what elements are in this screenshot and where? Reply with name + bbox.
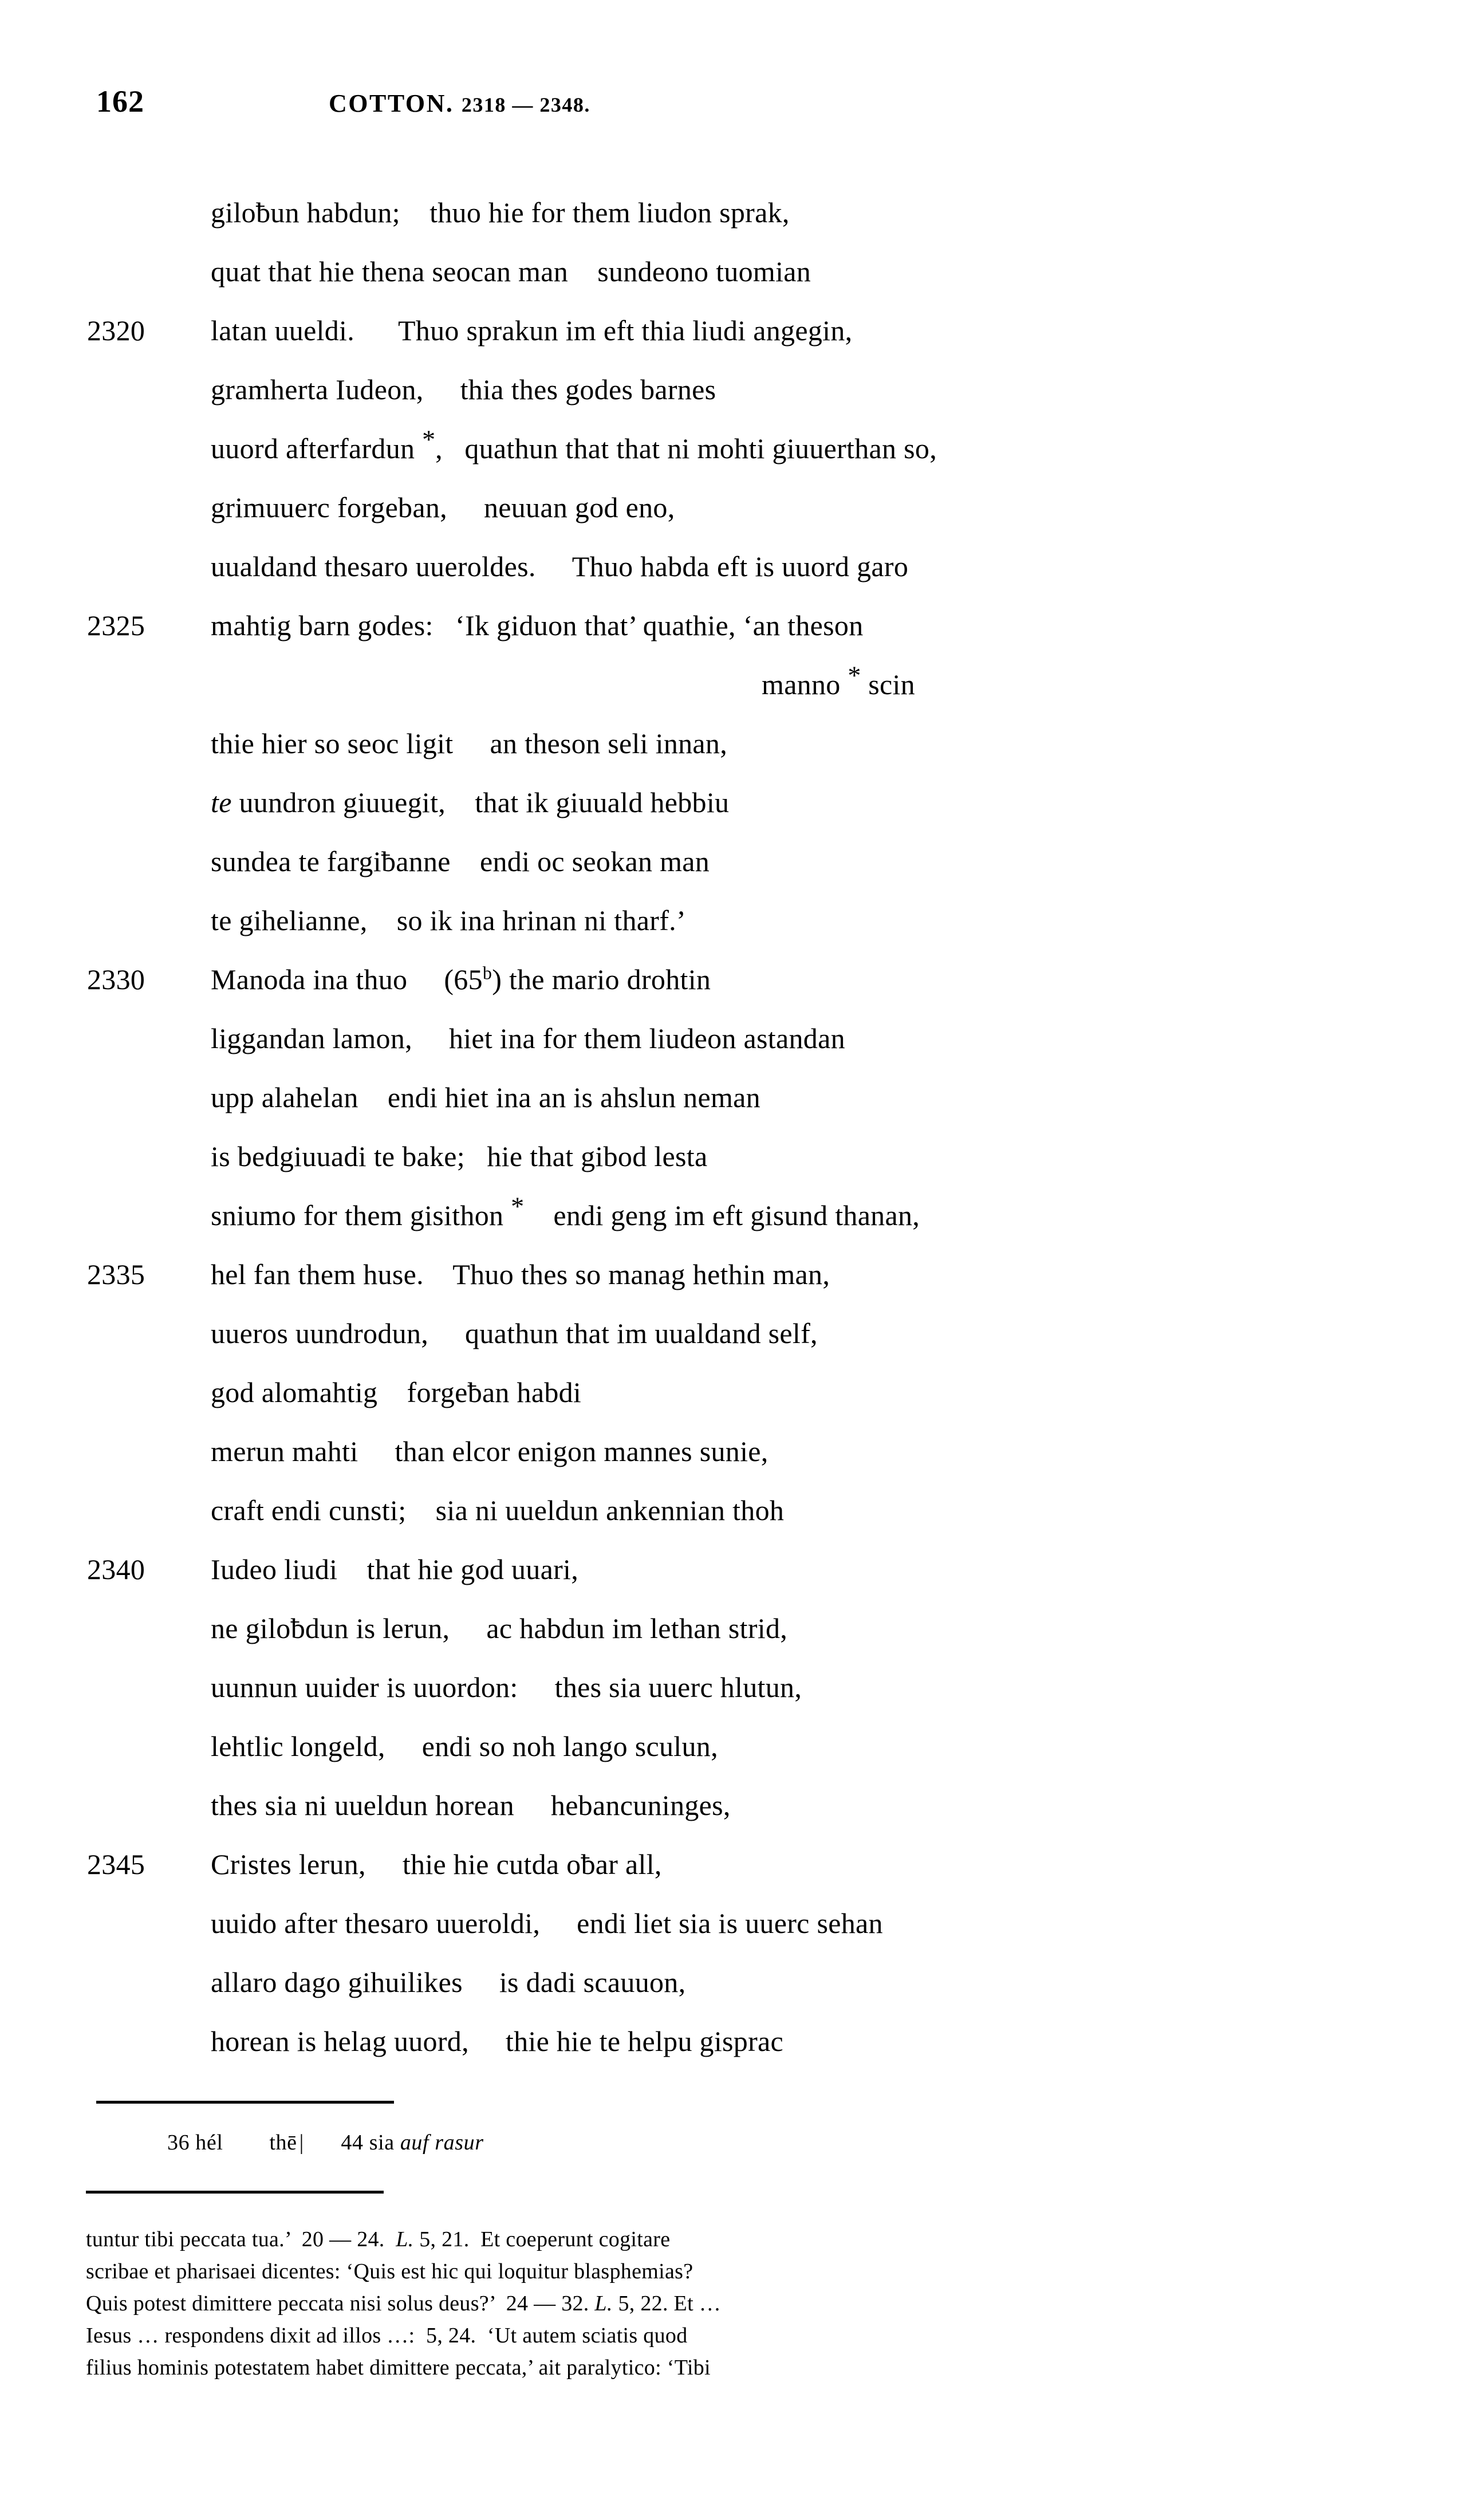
verse-line — [0, 1658, 1466, 1717]
verse-line — [0, 596, 1466, 655]
latin-note-line: tuntur tibi peccata tua.’ 20 — 24. L. 5, 21. Et coeperunt cogitare — [86, 2227, 671, 2251]
verse-line-text: lehtlic longeld, endi so noh lango sculun, — [211, 1730, 718, 1762]
verse-line — [0, 1422, 1466, 1481]
verse-line-text: manno * scin — [762, 660, 915, 700]
verse-line-text: thes sia ni uueldun horean hebancuninges, — [211, 1789, 731, 1821]
verse-line — [0, 655, 1466, 714]
verse-line — [0, 537, 1466, 596]
verse-line — [0, 1009, 1466, 1068]
verse-line-text: latan uueldi. Thuo sprakun im eft thia liudi angegin, — [211, 314, 853, 346]
verse-line — [0, 832, 1466, 891]
verse-line-text: thie hier so seoc ligit an theson seli innan, — [211, 727, 728, 759]
verse-line-number: 2320 — [87, 314, 145, 346]
verse-line — [0, 2012, 1466, 2071]
verse-line-text: te gihelianne, so ik ina hrinan ni tharf.’ — [211, 904, 686, 936]
verse-line-number: 2325 — [87, 609, 145, 641]
verse-line — [0, 1540, 1466, 1599]
verse-line-text: hel fan them huse. Thuo thes so manag hethin man, — [211, 1258, 830, 1290]
verse-line-text: giloƀun habdun; thuo hie for them liudon sprak, — [211, 196, 790, 229]
verse-line-number: 2335 — [87, 1258, 145, 1290]
verse-line-text: craft endi cunsti; sia ni uueldun ankennian thoh — [211, 1494, 785, 1526]
running-head-line-range: 2318 — 2348. — [461, 93, 590, 116]
verse-line-number: 2340 — [87, 1553, 145, 1585]
verse-line-text: liggandan lamon, hiet ina for them liudeon astandan — [211, 1022, 845, 1054]
verse-line-text: ne giloƀdun is lerun, ac habdun im lethan strid, — [211, 1612, 788, 1644]
verse-line — [0, 1245, 1466, 1304]
verse-line — [0, 1127, 1466, 1186]
verse-line-text: sundea te fargiƀanne endi oc seokan man — [211, 845, 710, 877]
verse-line — [0, 1776, 1466, 1835]
apparatus-rule — [96, 2101, 394, 2104]
verse-block — [0, 183, 1466, 2071]
verse-line — [0, 1481, 1466, 1540]
verse-line-text: sniumo for them gisithon * endi geng im eft gisund thanan, — [211, 1191, 920, 1231]
verse-line-number: 2345 — [87, 1848, 145, 1880]
verse-line — [0, 1304, 1466, 1363]
latin-note-line: Iesus … respondens dixit ad illos …: 5, 24. ‘Ut autem sciatis quod — [86, 2324, 688, 2348]
verse-line-text: grimuuerc forgeban, neuuan god eno, — [211, 491, 675, 523]
verse-line — [0, 360, 1466, 419]
verse-line-number: 2330 — [87, 963, 145, 995]
verse-line-text: horean is helag uuord, thie hie te helpu gisprac — [211, 2025, 784, 2057]
verse-line — [0, 1894, 1466, 1953]
verse-line-text: gramherta Iudeon, thia thes godes barnes — [211, 373, 716, 405]
apparatus-entry-3-note: auf rasur — [400, 2131, 484, 2155]
verse-line — [0, 1835, 1466, 1894]
apparatus-entry-2: thē — [269, 2131, 297, 2155]
verse-line-text: is bedgiuuadi te bake; hie that gibod lesta — [211, 1140, 708, 1172]
verse-line — [0, 891, 1466, 950]
verse-line — [0, 1068, 1466, 1127]
verse-line — [0, 1717, 1466, 1776]
apparatus-entry-1: 36 hél — [167, 2131, 223, 2155]
verse-line — [0, 1363, 1466, 1422]
verse-line-text: uuido after thesaro uueroldi, endi liet sia is uuerc sehan — [211, 1907, 883, 1939]
running-head — [0, 0, 1466, 120]
latin-note-line: filius hominis potestatem habet dimittere peccata,’ ait paralytico: ‘Tibi — [86, 2356, 711, 2380]
verse-line-text: god alomahtig forgeƀan habdi — [211, 1376, 582, 1408]
verse-line-text: Manoda ina thuo (65$^b$) the mario drohtin — [211, 962, 711, 995]
verse-line — [0, 1599, 1466, 1658]
verse-line — [0, 773, 1466, 832]
verse-line-text: uueros uundrodun, quathun that im uualdand self, — [211, 1317, 818, 1349]
verse-line — [0, 1953, 1466, 2012]
verse-line-text: upp alahelan endi hiet ina an is ahslun neman — [211, 1081, 760, 1113]
verse-line — [0, 301, 1466, 360]
verse-line-text: uuord afterfardun *, quathun that that ni mohti giuuerthan so, — [211, 424, 937, 464]
verse-line-text: merun mahti than elcor enigon mannes sunie, — [211, 1435, 769, 1467]
verse-line — [0, 478, 1466, 537]
verse-line-text: Cristes lerun, thie hie cutda oƀar all, — [211, 1848, 662, 1880]
verse-line-text: mahtig barn godes: ‘Ik giduon that’ quathie, ‘an theson — [211, 609, 864, 641]
running-head-manuscript: COTTON. — [329, 89, 454, 117]
verse-line-text: uualdand thesaro uueroldes. Thuo habda eft is uuord garo — [211, 550, 909, 582]
apparatus-separator: | — [299, 2131, 304, 2155]
verse-line-text: uunnun uuider is uuordon: thes sia uuerc hlutun, — [211, 1671, 802, 1703]
latin-note-line: scribae et pharisaei dicentes: ‘Quis est hic qui loquitur blasphemias? — [86, 2259, 693, 2283]
apparatus-entry-3: 44 sia — [341, 2131, 395, 2155]
verse-line — [0, 1186, 1466, 1245]
verse-line-text: Iudeo liudi that hie god uuari, — [211, 1553, 579, 1585]
verse-line — [0, 419, 1466, 478]
latin-note-line: Quis potest dimittere peccata nisi solus deus?’ 24 — 32. L. 5, 22. Et … — [86, 2291, 722, 2316]
verse-line — [0, 950, 1466, 1009]
verse-line-text: allaro dago gihuilikes is dadi scauuon, — [211, 1966, 686, 1998]
verse-line — [0, 183, 1466, 242]
verse-line-text: te uundron giuuegit, that ik giuuald hebbiu — [211, 786, 730, 818]
running-head-title — [329, 91, 590, 116]
page-number: 162 — [96, 84, 144, 119]
latin-notes-rule — [86, 2191, 384, 2194]
verse-line — [0, 242, 1466, 301]
verse-line — [0, 714, 1466, 773]
verse-line-text: quat that hie thena seocan man sundeono tuomian — [211, 255, 811, 288]
latin-notes-block — [0, 2223, 1466, 2384]
apparatus-line — [0, 2130, 1466, 2155]
